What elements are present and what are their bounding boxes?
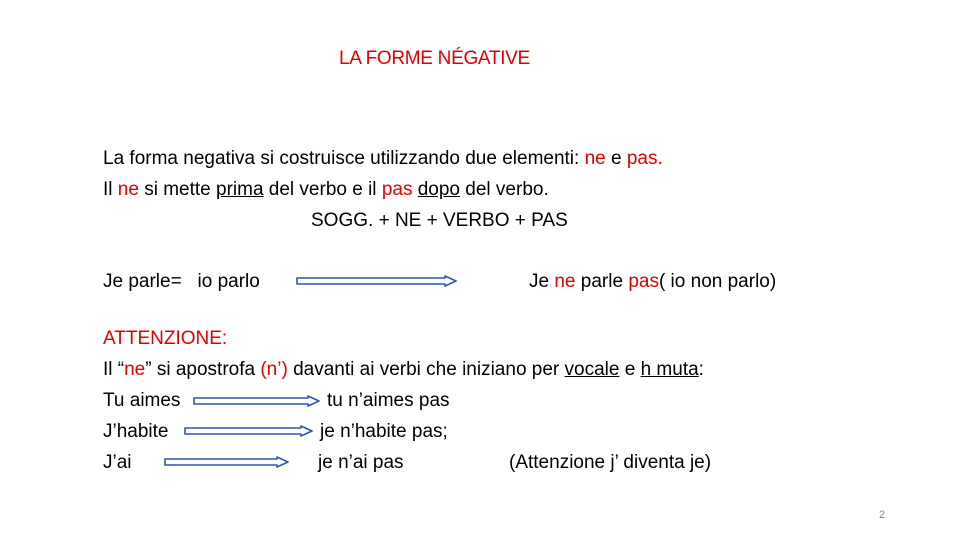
rule-text: ” si apostrofa bbox=[145, 359, 261, 380]
intro-line-2-text: del verbo e il bbox=[263, 179, 382, 200]
word-vocale: vocale bbox=[564, 359, 620, 380]
example-row-left: J’habite bbox=[103, 421, 169, 442]
keyword-n-apostrophe: (n’) bbox=[260, 359, 288, 380]
page-number: 2 bbox=[879, 509, 886, 521]
keyword-pas: pas. bbox=[626, 148, 663, 169]
example-row-right: tu n’aimes pas bbox=[327, 390, 450, 411]
example-row-note: (Attenzione j’ diventa je) bbox=[509, 452, 712, 473]
rule-text: davanti ai verbi che iniziano per bbox=[287, 359, 565, 380]
rule-text: e bbox=[619, 359, 641, 380]
keyword-pas: pas bbox=[381, 179, 413, 200]
word-dopo: dopo bbox=[417, 179, 461, 200]
intro-line-1-conj: e bbox=[605, 148, 627, 169]
intro-line-1 bbox=[103, 143, 663, 174]
example-right-text: parle bbox=[575, 271, 629, 292]
keyword-ne: ne bbox=[117, 179, 139, 200]
attention-rule bbox=[103, 354, 704, 385]
arrow-icon bbox=[184, 425, 314, 437]
keyword-ne: ne bbox=[124, 359, 146, 380]
rule-text: : bbox=[698, 359, 704, 380]
intro-line-1-text: La forma negativa si costruisce utilizzando due elementi: bbox=[103, 148, 585, 169]
intro-line-2-text: Il bbox=[103, 179, 118, 200]
word-h-muta: h muta bbox=[640, 359, 699, 380]
rule-text: Il “ bbox=[103, 359, 125, 380]
formula: SOGG. + NE + VERBO + PAS bbox=[311, 210, 568, 231]
example-row-left: J’ai bbox=[103, 452, 132, 473]
example-right-text: Je bbox=[529, 271, 555, 292]
keyword-pas: pas bbox=[628, 271, 659, 292]
arrow-icon bbox=[296, 275, 458, 287]
keyword-ne: ne bbox=[584, 148, 606, 169]
example-row-left: Tu aimes bbox=[103, 390, 181, 411]
intro-line-2-text: del verbo. bbox=[460, 179, 549, 200]
arrow-icon bbox=[164, 456, 290, 468]
slide-title: LA FORME NÉGATIVE bbox=[339, 48, 530, 69]
example-row-right: je n’habite pas; bbox=[320, 421, 448, 442]
attention-heading: ATTENZIONE: bbox=[103, 328, 228, 349]
keyword-ne: ne bbox=[554, 271, 576, 292]
example-right bbox=[529, 266, 776, 297]
intro-line-2-text: si mette bbox=[138, 179, 216, 200]
arrow-icon bbox=[193, 395, 321, 407]
word-prima: prima bbox=[216, 179, 264, 200]
example-right-text: ( io non parlo) bbox=[658, 271, 777, 292]
example-left: Je parle= io parlo bbox=[103, 271, 260, 292]
example-row-right: je n’ai pas bbox=[318, 452, 404, 473]
intro-line-2 bbox=[103, 174, 549, 205]
